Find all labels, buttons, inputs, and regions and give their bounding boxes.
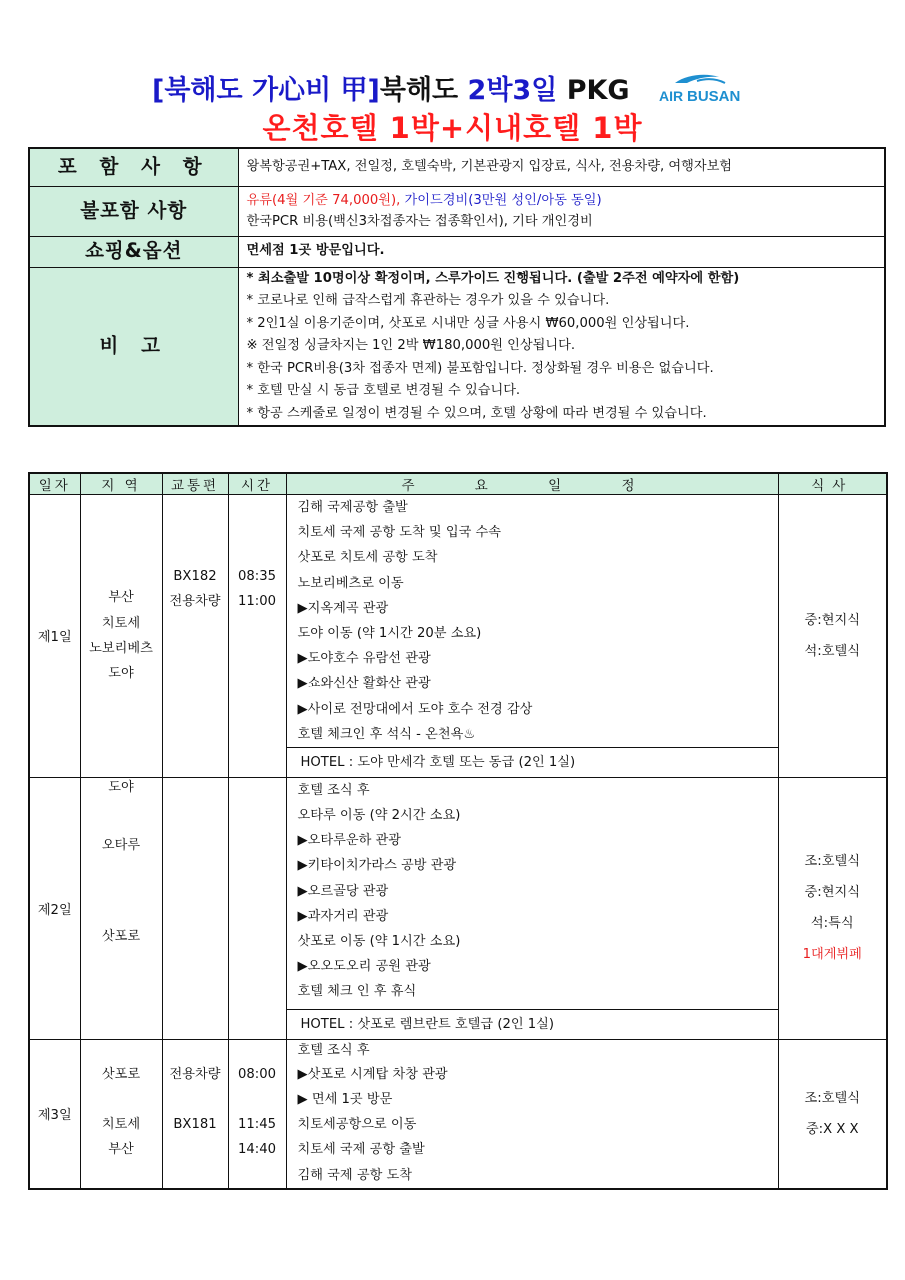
plan-item: 치토세공항으로 이동 [297,1117,417,1133]
included-label: 포 함 사 항 [29,148,238,186]
included-text: 왕복항공권+TAX, 전일정, 호텔숙박, 기본관광지 입장료, 식사, 전용차량, 여행자보험 [238,148,885,186]
hotel-info: HOTEL : 도야 만세각 호텔 또는 동급 (2인 1실) [287,747,778,777]
page-title [0,68,905,109]
excluded-line2: 한국PCR 비용(백신3차접종자는 접종확인서), 기타 개인경비 [246,214,593,229]
excluded-fuel: 유류(4월 기준 74,000원), [246,193,401,208]
itinerary-table [28,472,888,1190]
region-cell [80,495,162,778]
plan-item: 호텔 체크 인 후 휴식 [297,984,417,1000]
time-item: 08:00 [237,1066,276,1082]
plan-item: 삿포로 이동 (약 1시간 소요) [297,934,461,949]
note-item: * 2인1실 이용기준이며, 삿포로 시내만 싱글 사용시 ₩60,000원 인상됩니다. [246,315,690,331]
notes-cell [238,267,885,426]
time-item: 11:00 [237,594,276,610]
transport-cell [162,495,228,778]
region-cell [80,1039,162,1188]
excluded-cell [238,186,885,236]
region-item: 도야 [108,779,134,795]
plan-item: 치토세 국제 공항 출발 [297,1142,425,1158]
excluded-label: 불포함 사항 [29,186,238,236]
note-item: * 최소출발 10명이상 확정이며, 스루가이드 진행됩니다. (출발 2주전 예약자에 한함) [246,270,740,286]
plan-item: ▶지옥계곡 관광 [297,600,389,616]
region-item: 치토세 [101,1116,141,1132]
meal-item: 중:현지식 [804,612,860,628]
time-item: 08:35 [237,569,276,584]
logo-busan-text: BUSAN [686,87,741,105]
meal-item-special: 1대게뷔페 [802,947,862,963]
note-item: * 한국 PCR비용(3차 접종자 면제) 불포함입니다. 정상화될 경우 비용은 없습니다. [246,360,714,376]
meal-item: 중:X X X [805,1121,859,1137]
transport-item: BX182 [173,569,217,584]
excluded-guide: 가이드경비(3만원 성인/아동 동일) [400,193,602,208]
meal-cell [778,495,887,778]
day-label: 제1일 [29,495,80,778]
plan-item: 김해 국제공항 출발 [297,500,408,515]
plan-item: 노보리베츠로 이동 [297,575,404,591]
meal-cell [778,777,887,1039]
plan-item: ▶삿포로 시계탑 차창 관광 [297,1066,448,1082]
region-item: 삿포로 [101,928,141,944]
region-item: 노보리베츠 [89,640,153,656]
plan-cell [286,1039,778,1188]
day-label: 제2일 [29,777,80,1039]
info-table [28,147,886,427]
meal-item: 석:호텔식 [804,643,860,659]
plan-item: 삿포로 치토세 공항 도착 [297,550,438,566]
note-item: * 항공 스케줄로 일정이 변경될 수 있으며, 호텔 상황에 따라 변경될 수 있습니다. [246,405,707,421]
air-busan-logo [657,71,753,105]
transport-item: 전용차량 [169,594,221,610]
day-label: 제3일 [29,1039,80,1188]
region-item: 도야 [108,666,134,682]
plan-item: ▶사이로 전망대에서 도야 호수 전경 감상 [297,701,533,717]
transport-item: 전용차량 [169,1066,221,1082]
header-meal: 식사 [778,473,887,495]
time-item: 11:45 [237,1116,276,1132]
title-brand: [북해도 가心비 甲] [152,75,380,106]
table-row [29,1039,887,1188]
region-cell [80,777,162,1039]
region-item: 부산 [108,1141,134,1157]
header-plan: 주 요 일 정 [286,473,778,495]
note-item: ※ 전일정 싱글차지는 1인 2박 ₩180,000원 인상됩니다. [246,338,576,353]
time-cell [228,495,286,778]
meal-item: 조:호텔식 [804,1090,860,1106]
plan-item: ▶오타루운하 관광 [297,833,402,849]
plan-item: ▶과자거리 관광 [297,908,389,924]
plan-item: 오타루 이동 (약 2시간 소요) [297,808,461,824]
meal-item: 석:특식 [810,916,854,932]
time-item: 14:40 [237,1141,276,1157]
region-item: 삿포로 [101,1066,141,1082]
plan-item: 김해 국제 공항 도착 [297,1167,412,1183]
hotel-info: HOTEL : 삿포로 렘브란트 호텔급 (2인 1실) [287,1009,778,1039]
table-row [29,495,887,778]
region-item: 부산 [108,590,134,606]
header-day: 일자 [29,473,80,495]
header-time: 시간 [228,473,286,495]
time-cell [228,777,286,1039]
plan-item: ▶쇼와신산 활화산 관광 [297,676,431,692]
table-row [29,777,887,1039]
plan-item: 도야 이동 (약 1시간 20분 소요) [297,625,482,641]
plan-item: 호텔 조식 후 [297,782,370,798]
transport-cell [162,777,228,1039]
plan-item: ▶ 면세 1곳 방문 [297,1092,393,1108]
plan-item: 치토세 국제 공항 도착 및 입국 수속 [297,525,501,541]
plan-item: ▶도야호수 유람선 관광 [297,651,431,667]
logo-air-text: AIR [658,87,684,104]
notes-label: 비 고 [29,267,238,426]
header-transport: 교통편 [162,473,228,495]
plan-cell [286,777,778,1039]
meal-item: 중:현지식 [804,885,860,901]
transport-cell [162,1039,228,1188]
plan-item: 호텔 체크인 후 석식 - 온천욕♨ [297,726,476,742]
plan-item: ▶오오도오리 공원 관광 [297,959,431,975]
header-region: 지 역 [80,473,162,495]
region-item: 치토세 [101,615,141,631]
plan-cell [286,495,778,778]
title-duration: 2박3일 [467,75,558,106]
title-destination: 북해도 [379,75,468,106]
title-pkg: PKG [557,75,630,106]
note-item: * 호텔 만실 시 동급 호텔로 변경될 수 있습니다. [246,383,521,398]
note-item: * 코로나로 인해 급작스럽게 휴관하는 경우가 있을 수 있습니다. [246,293,610,308]
meal-item: 조:호텔식 [804,854,860,870]
plan-item: ▶오르골당 관광 [297,883,389,899]
meal-cell [778,1039,887,1188]
region-item: 오타루 [101,837,141,853]
shopping-label: 쇼핑&옵션 [29,236,238,267]
transport-item: BX181 [173,1116,217,1132]
plan-item: ▶키타이치가라스 공방 관광 [297,858,457,874]
shopping-text: 면세점 1곳 방문입니다. [238,236,885,267]
time-cell [228,1039,286,1188]
page-subtitle: 온천호텔 1박+시내호텔 1박 [262,111,643,145]
plan-item: 호텔 조식 후 [297,1042,370,1058]
